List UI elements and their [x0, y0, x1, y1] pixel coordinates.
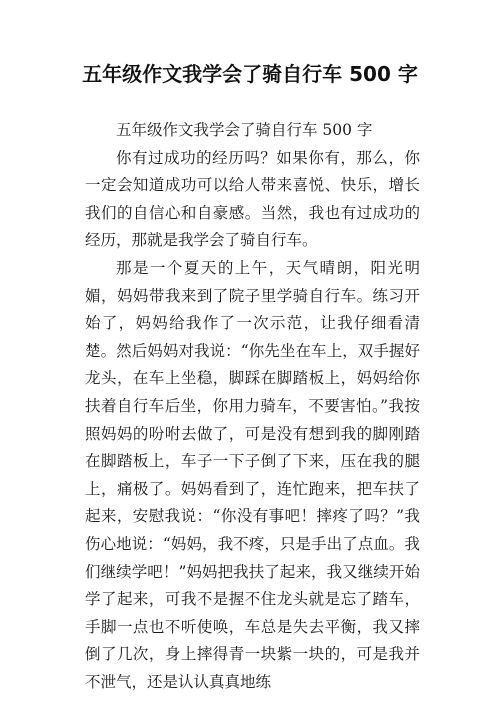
document-body — [85, 117, 420, 696]
paragraph-story: 那是一个夏天的上午，天气晴朗，阳光明媚，妈妈带我来到了院子里学骑自行车。练习开始了，妈妈给我作了一次示范，让我仔细看清楚。然后妈妈对我说：“你先坐在车上，双手握好龙头，在车上坐稳，脚踩在脚踏板上，妈妈给你扶着自行车后坐，你用力骑车，不要害怕。”我按照妈妈的吩咐去做了，可是没有想到我的脚刚踏在脚踏板上，车子一下子倒了下来，压在我的腿上，痛极了。妈妈看到了，连忙跑来，把车扶了起来，安慰我说：“你没有事吧！摔疼了吗？”我伤心地说：“妈妈，我不疼，只是手出了点血。我们继续学吧！”妈妈把我扶了起来，我又继续开始学了起来，可我不是握不住龙头就是忘了踏车，手脚一点也不听使唤，车总是失去平衡，我又摔倒了几次，身上摔得青一块紫一块的，可是我并不泄气，还是认认真真地练 — [85, 258, 420, 691]
paragraph-subtitle: 五年级作文我学会了骑自行车 500 字 — [116, 121, 373, 139]
paragraph-intro: 你有过成功的经历吗？如果你有，那么，你一定会知道成功可以给人带来喜悦、快乐，增长我们的自信心和自豪感。当然，我也有过成功的经历，那就是我学会了骑自行车。 — [85, 148, 420, 250]
document-title: 五年级作文我学会了骑自行车 500 字 — [82, 62, 418, 86]
